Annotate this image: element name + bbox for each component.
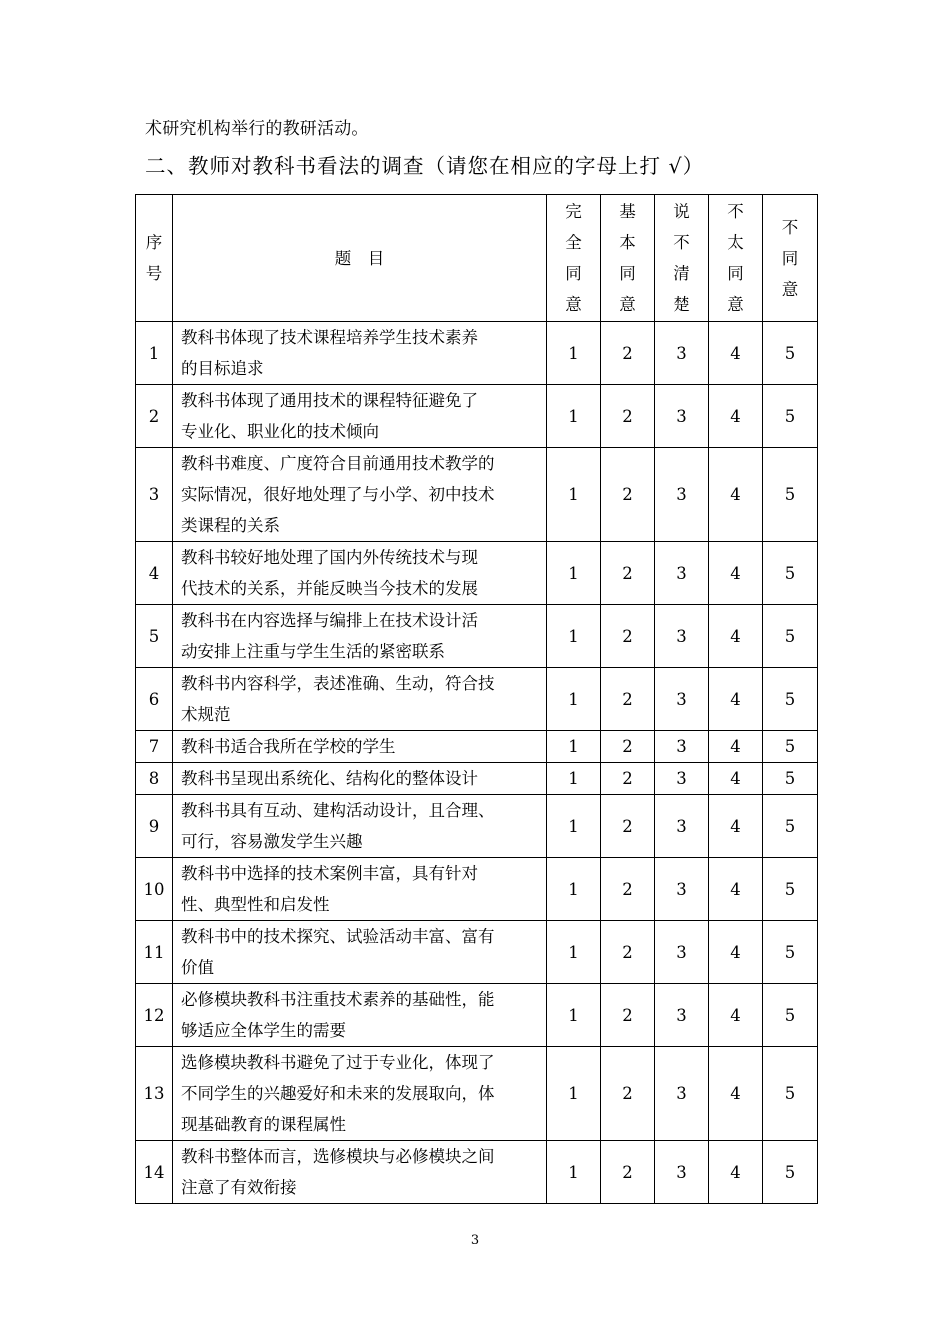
row-number: 5 [136,605,173,668]
question-line: 注意了有效衔接 [181,1178,297,1197]
score-option-2[interactable]: 2 [601,1047,655,1141]
table-row [136,921,818,984]
question-line: 价值 [181,958,214,977]
table-row [136,858,818,921]
score-option-3[interactable]: 3 [655,731,709,763]
score-option-5[interactable]: 5 [763,1141,818,1204]
score-option-1[interactable]: 1 [547,385,601,448]
table-row [136,448,818,542]
header-index [136,195,173,322]
header-char: 说 [673,202,690,221]
row-number: 12 [136,984,173,1047]
score-option-2[interactable]: 2 [601,605,655,668]
table-row [136,763,818,795]
score-option-4[interactable]: 4 [709,1141,763,1204]
score-option-5[interactable]: 5 [763,984,818,1047]
score-option-1[interactable]: 1 [547,1047,601,1141]
header-topic: 题 目 [173,195,547,322]
score-option-4[interactable]: 4 [709,668,763,731]
score-option-5[interactable]: 5 [763,542,818,605]
question-text [173,1141,547,1204]
score-option-4[interactable]: 4 [709,605,763,668]
score-option-4[interactable]: 4 [709,731,763,763]
question-line: 教科书在内容选择与编排上在技术设计活 [181,611,478,630]
question-line: 教科书整体而言，选修模块与必修模块之间 [181,1147,495,1166]
score-option-2[interactable]: 2 [601,795,655,858]
header-index-char: 号 [145,264,163,283]
score-option-2[interactable]: 2 [601,731,655,763]
table-row [136,1047,818,1141]
table-row [136,542,818,605]
score-option-5[interactable]: 5 [763,731,818,763]
score-option-5[interactable]: 5 [763,921,818,984]
score-option-5[interactable]: 5 [763,795,818,858]
question-line: 现基础教育的课程属性 [181,1115,346,1134]
score-option-1[interactable]: 1 [547,921,601,984]
score-option-3[interactable]: 3 [655,542,709,605]
question-text [173,858,547,921]
score-option-5[interactable]: 5 [763,322,818,385]
survey-table [135,194,818,1204]
score-option-3[interactable]: 3 [655,385,709,448]
score-option-2[interactable]: 2 [601,763,655,795]
score-option-4[interactable]: 4 [709,795,763,858]
score-option-4[interactable]: 4 [709,385,763,448]
header-option-5 [763,195,818,322]
question-text [173,668,547,731]
question-line: 实际情况，很好地处理了与小学、初中技术 [181,485,495,504]
row-number: 2 [136,385,173,448]
score-option-4[interactable]: 4 [709,448,763,542]
header-char: 同 [619,264,636,283]
score-option-2[interactable]: 2 [601,448,655,542]
question-text [173,322,547,385]
question-text [173,1047,547,1141]
score-option-1[interactable]: 1 [547,322,601,385]
header-char: 本 [619,233,636,252]
question-line: 教科书难度、广度符合目前通用技术教学的 [181,454,495,473]
row-number: 4 [136,542,173,605]
score-option-4[interactable]: 4 [709,763,763,795]
score-option-5[interactable]: 5 [763,385,818,448]
header-char: 全 [565,233,582,252]
question-line: 专业化、职业化的技术倾向 [181,422,379,441]
table-row [136,984,818,1047]
score-option-2[interactable]: 2 [601,385,655,448]
score-option-5[interactable]: 5 [763,1047,818,1141]
question-line: 教科书体现了通用技术的课程特征避免了 [181,391,478,410]
header-char: 意 [727,295,744,314]
score-option-4[interactable]: 4 [709,858,763,921]
row-number: 14 [136,1141,173,1204]
score-option-3[interactable]: 3 [655,668,709,731]
question-line: 类课程的关系 [181,516,280,535]
row-number: 6 [136,668,173,731]
score-option-3[interactable]: 3 [655,1141,709,1204]
score-option-1[interactable]: 1 [547,984,601,1047]
header-char: 同 [727,264,744,283]
score-option-2[interactable]: 2 [601,668,655,731]
header-option-1 [547,195,601,322]
question-line: 教科书中的技术探究、试验活动丰富、富有 [181,927,495,946]
question-line: 够适应全体学生的需要 [181,1021,346,1040]
header-option-4 [709,195,763,322]
header-option-2 [601,195,655,322]
question-line: 必修模块教科书注重技术素养的基础性，能 [181,990,495,1009]
row-number: 11 [136,921,173,984]
question-line: 教科书适合我所在学校的学生 [181,737,396,756]
question-text [173,921,547,984]
score-option-1[interactable]: 1 [547,795,601,858]
survey-body [136,322,818,1204]
table-row [136,731,818,763]
score-option-1[interactable]: 1 [547,448,601,542]
score-option-2[interactable]: 2 [601,1141,655,1204]
header-index-char: 序 [145,233,163,252]
score-option-3[interactable]: 3 [655,795,709,858]
question-text [173,763,547,795]
score-option-3[interactable]: 3 [655,605,709,668]
question-line: 教科书具有互动、建构活动设计，且合理、 [181,801,495,820]
score-option-1[interactable]: 1 [547,542,601,605]
score-option-3[interactable]: 3 [655,322,709,385]
row-number: 13 [136,1047,173,1141]
header-char: 不 [781,217,799,237]
score-option-2[interactable]: 2 [601,921,655,984]
row-number: 8 [136,763,173,795]
row-number: 1 [136,322,173,385]
question-line: 性、典型性和启发性 [181,895,330,914]
section-title: 二、教师对教科书看法的调查（请您在相应的字母上打 √） [145,154,705,178]
question-line: 代技术的关系，并能反映当今技术的发展 [181,579,478,598]
header-char: 不 [673,233,690,252]
question-line: 动安排上注重与学生生活的紧密联系 [181,642,445,661]
table-row [136,605,818,668]
question-line: 教科书内容科学，表述准确、生动，符合技 [181,674,495,693]
header-char: 意 [619,295,636,314]
score-option-3[interactable]: 3 [655,984,709,1047]
score-option-2[interactable]: 2 [601,542,655,605]
score-option-3[interactable]: 3 [655,448,709,542]
score-option-1[interactable]: 1 [547,1141,601,1204]
question-text [173,731,547,763]
question-text [173,984,547,1047]
lead-text: 术研究机构举行的教研活动。 [145,119,369,139]
score-option-4[interactable]: 4 [709,542,763,605]
row-number: 7 [136,731,173,763]
score-option-2[interactable]: 2 [601,858,655,921]
question-line: 教科书中选择的技术案例丰富，具有针对 [181,864,478,883]
score-option-2[interactable]: 2 [601,984,655,1047]
question-text [173,385,547,448]
score-option-3[interactable]: 3 [655,858,709,921]
header-char: 不 [727,202,744,221]
question-line: 教科书较好地处理了国内外传统技术与现 [181,548,478,567]
header-option-3 [655,195,709,322]
score-option-4[interactable]: 4 [709,1047,763,1141]
table-row [136,322,818,385]
score-option-5[interactable]: 5 [763,763,818,795]
header-char: 意 [565,295,582,314]
row-number: 10 [136,858,173,921]
question-line: 的目标追求 [181,359,264,378]
score-option-3[interactable]: 3 [655,1047,709,1141]
table-row [136,1141,818,1204]
row-number: 3 [136,448,173,542]
question-line: 术规范 [181,705,231,724]
header-char: 楚 [673,295,690,314]
header-char: 同 [565,264,582,283]
table-row [136,795,818,858]
header-char: 同 [781,248,799,268]
header-char: 太 [727,233,744,252]
question-line: 教科书体现了技术课程培养学生技术素养 [181,328,478,347]
question-line: 可行，容易激发学生兴趣 [181,832,363,851]
score-option-5[interactable]: 5 [763,668,818,731]
row-number: 9 [136,795,173,858]
header-char: 完 [565,202,582,221]
score-option-4[interactable]: 4 [709,984,763,1047]
question-text [173,795,547,858]
header-char: 清 [673,264,690,283]
question-line: 教科书呈现出系统化、结构化的整体设计 [181,769,478,788]
score-option-4[interactable]: 4 [709,322,763,385]
score-option-5[interactable]: 5 [763,858,818,921]
table-row [136,385,818,448]
score-option-3[interactable]: 3 [655,921,709,984]
score-option-5[interactable]: 5 [763,448,818,542]
score-option-4[interactable]: 4 [709,921,763,984]
page-number: 3 [470,1233,480,1248]
table-header-row [136,195,818,322]
question-line: 选修模块教科书避免了过于专业化，体现了 [181,1053,495,1072]
score-option-1[interactable]: 1 [547,668,601,731]
score-option-5[interactable]: 5 [763,605,818,668]
score-option-3[interactable]: 3 [655,763,709,795]
table-row [136,668,818,731]
header-char: 意 [781,279,799,299]
header-char: 基 [619,202,636,221]
score-option-1[interactable]: 1 [547,763,601,795]
question-line: 不同学生的兴趣爱好和未来的发展取向，体 [181,1084,495,1103]
score-option-1[interactable]: 1 [547,858,601,921]
score-option-1[interactable]: 1 [547,731,601,763]
question-text [173,542,547,605]
score-option-1[interactable]: 1 [547,605,601,668]
question-text [173,605,547,668]
score-option-2[interactable]: 2 [601,322,655,385]
question-text [173,448,547,542]
